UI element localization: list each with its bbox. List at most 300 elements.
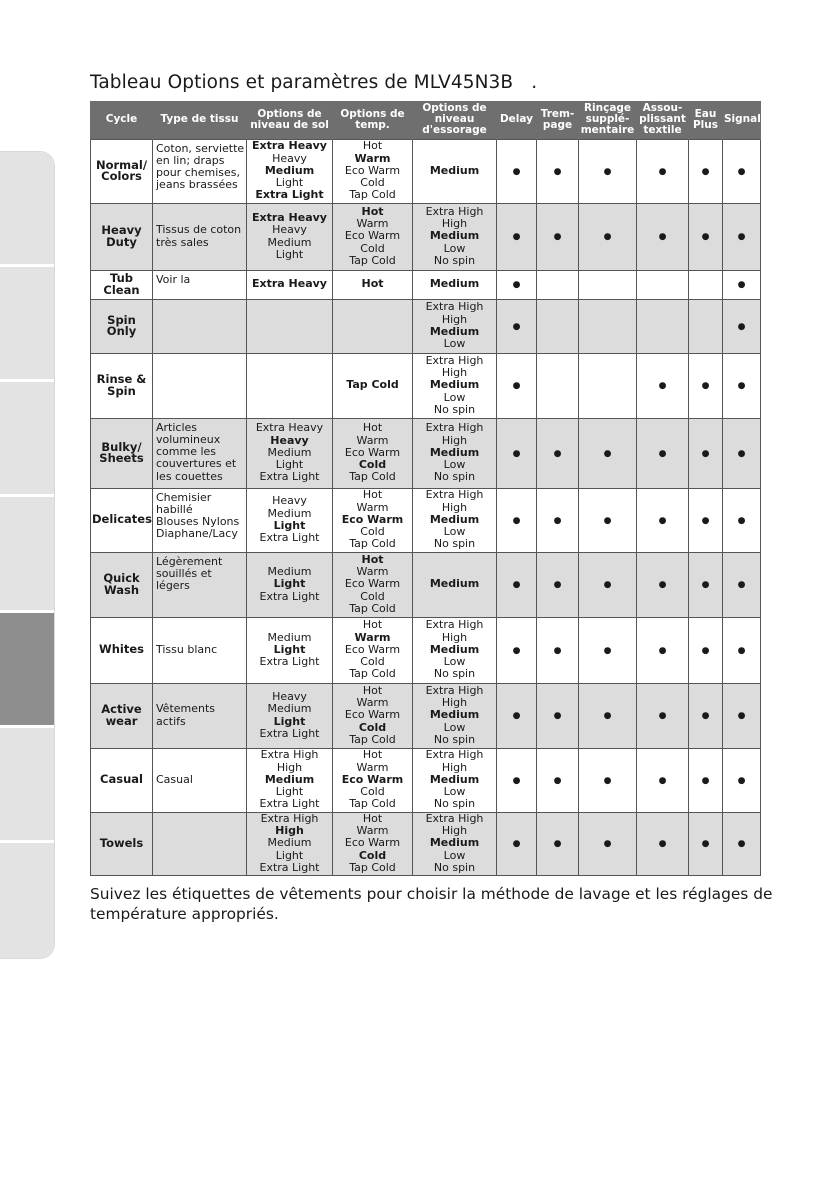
soil-option: Light: [273, 714, 306, 728]
spin-option: Extra High: [425, 488, 484, 502]
bullet-dot: ●: [603, 775, 612, 786]
bullet-dot: ●: [701, 381, 710, 392]
soak-cell: [537, 418, 579, 488]
bullet-dot: ●: [512, 515, 521, 526]
spin-option: Low: [443, 720, 466, 734]
soak-cell: [537, 299, 579, 353]
soil-option: Medium: [267, 702, 312, 716]
soil-option: Extra Light: [255, 188, 324, 202]
temp-cell: [333, 617, 413, 683]
temp-cell: [333, 353, 413, 418]
temp-option: Tap Cold: [349, 188, 396, 202]
signal-cell: [723, 353, 761, 418]
spin-option: Medium: [429, 378, 480, 392]
bullet-dot: ●: [512, 166, 521, 177]
table-row: [91, 270, 761, 299]
spin-cell: [413, 683, 497, 748]
fabric-line: très sales: [156, 235, 209, 249]
spin-option: Medium: [429, 642, 480, 656]
soil-option: Light: [273, 642, 306, 656]
temp-cell: [333, 812, 413, 875]
soil-option: Medium: [264, 772, 315, 786]
bullet-dot: ●: [737, 448, 746, 459]
spin-option: Medium: [429, 772, 480, 786]
soil-option: Extra Light: [259, 655, 320, 669]
bullet-dot: ●: [553, 166, 562, 177]
soil-option: Heavy: [272, 223, 307, 237]
temp-option: Hot: [361, 552, 384, 566]
extra-rinse-cell: [579, 270, 637, 299]
fabric-line: volumineux: [156, 432, 221, 446]
spin-option: Low: [443, 655, 466, 669]
soil-cell: [247, 552, 333, 617]
bullet-dot: ●: [658, 580, 667, 591]
temp-option: Eco Warm: [341, 772, 404, 786]
signal-cell: [723, 270, 761, 299]
bullet-dot: ●: [512, 280, 521, 291]
bullet-dot: ●: [603, 711, 612, 722]
cycle-cell: Heavy Duty: [91, 203, 153, 270]
signal-cell: [723, 488, 761, 552]
soak-cell: [537, 812, 579, 875]
signal-cell: [723, 617, 761, 683]
temp-option: Cold: [358, 720, 387, 734]
table-row: [91, 139, 761, 203]
spin-option: High: [441, 217, 468, 231]
temp-option: Cold: [360, 241, 385, 255]
table-row: [91, 488, 761, 552]
soil-option: Extra Heavy: [252, 277, 327, 291]
soil-option: Extra Light: [259, 797, 320, 811]
signal-cell: [723, 683, 761, 748]
side-tab-4[interactable]: [0, 497, 54, 612]
temp-option: Warm: [354, 151, 391, 165]
bullet-dot: ●: [658, 166, 667, 177]
bullet-dot: ●: [701, 448, 710, 459]
temp-cell: [333, 299, 413, 353]
spin-option: Extra High: [425, 421, 484, 435]
fabric-cell: [153, 488, 247, 552]
table-row: [91, 418, 761, 488]
fabric-line: Tissus de coton: [156, 223, 242, 237]
bullet-dot: ●: [737, 280, 746, 291]
table-row: [91, 353, 761, 418]
signal-cell: [723, 418, 761, 488]
temp-option: Tap Cold: [349, 253, 396, 267]
temp-option: Tap Cold: [349, 601, 396, 615]
delay-cell: [497, 552, 537, 617]
soil-option: High: [275, 824, 304, 838]
spin-option: Medium: [429, 708, 480, 722]
temp-option: Warm: [356, 565, 389, 579]
fabric-line: Chemisier: [156, 490, 212, 504]
bullet-dot: ●: [603, 232, 612, 243]
table-row: [91, 812, 761, 875]
fabric-line: Casual: [156, 772, 193, 786]
fabric-line: Coton, serviette: [156, 141, 245, 155]
softener-cell: [637, 270, 689, 299]
spin-cell: [413, 812, 497, 875]
softener-cell: [637, 683, 689, 748]
extra-rinse-cell: [579, 812, 637, 875]
fabric-cell: [153, 812, 247, 875]
spin-option: Low: [443, 241, 466, 255]
soak-cell: [537, 683, 579, 748]
temp-option: Eco Warm: [344, 229, 401, 243]
spin-cell: [413, 203, 497, 270]
extra-rinse-cell: [579, 353, 637, 418]
soil-option: Light: [275, 458, 304, 472]
fabric-line: souillés et: [156, 566, 212, 580]
soil-option: Medium: [267, 445, 312, 459]
soil-cell: [247, 270, 333, 299]
cycle-cell: Delicates: [91, 488, 153, 552]
soil-option: Light: [273, 519, 306, 532]
soak-cell: [537, 617, 579, 683]
fabric-line: actifs: [156, 714, 186, 728]
soil-option: Extra Light: [259, 860, 320, 874]
table-row: [91, 748, 761, 812]
bullet-dot: ●: [737, 381, 746, 392]
bullet-dot: ●: [603, 166, 612, 177]
soil-option: Light: [275, 176, 304, 190]
bullet-dot: ●: [512, 775, 521, 786]
spin-option: High: [441, 824, 468, 838]
bullet-dot: ●: [737, 232, 746, 243]
delay-cell: [497, 683, 537, 748]
eau-plus-cell: [689, 488, 723, 552]
softener-cell: [637, 203, 689, 270]
spin-option: Low: [443, 390, 466, 404]
fabric-line: jeans brassées: [156, 178, 238, 192]
temp-option: Hot: [362, 748, 383, 762]
extra-rinse-cell: [579, 683, 637, 748]
bullet-dot: ●: [658, 839, 667, 850]
spin-option: Medium: [429, 512, 480, 526]
bullet-dot: ●: [603, 515, 612, 526]
soil-option: Light: [273, 577, 306, 591]
bullet-dot: ●: [553, 645, 562, 656]
spin-option: Extra High: [425, 300, 484, 314]
spin-option: Low: [443, 848, 466, 862]
table-header-row: [91, 101, 761, 139]
temp-option: Warm: [356, 500, 389, 514]
spin-option: Medium: [429, 277, 480, 291]
side-tab-strip: [0, 152, 54, 958]
soil-option: Medium: [267, 630, 312, 644]
bullet-dot: ●: [737, 711, 746, 722]
spin-cell: [413, 617, 497, 683]
temp-cell: [333, 488, 413, 552]
header-delay: Delay: [497, 101, 537, 139]
spin-option: Low: [443, 785, 466, 799]
temp-option: Hot: [362, 812, 383, 825]
spin-option: High: [441, 366, 468, 380]
delay-cell: [497, 488, 537, 552]
spin-option: Extra High: [425, 748, 484, 762]
temp-option: Tap Cold: [349, 860, 396, 874]
header-eau-plus: Eau Plus: [689, 101, 723, 139]
eau-plus-cell: [689, 139, 723, 203]
temp-option: Cold: [360, 525, 385, 539]
bullet-dot: ●: [658, 775, 667, 786]
spin-cell: [413, 299, 497, 353]
spin-option: No spin: [433, 860, 476, 874]
softener-cell: [637, 617, 689, 683]
soak-cell: [537, 270, 579, 299]
bullet-dot: ●: [701, 839, 710, 850]
delay-cell: [497, 418, 537, 488]
bullet-dot: ●: [512, 711, 521, 722]
soil-option: Extra Heavy: [252, 210, 327, 224]
bullet-dot: ●: [737, 775, 746, 786]
soil-option: Extra Heavy: [255, 421, 324, 435]
bullet-dot: ●: [658, 645, 667, 656]
bullet-dot: ●: [701, 515, 710, 526]
temp-option: Hot: [362, 139, 383, 153]
bullet-dot: ●: [701, 775, 710, 786]
bullet-dot: ●: [603, 839, 612, 850]
extra-rinse-cell: [579, 488, 637, 552]
soil-cell: [247, 203, 333, 270]
cycle-cell: Bulky/ Sheets: [91, 418, 153, 488]
soil-cell: [247, 299, 333, 353]
temp-option: Cold: [360, 176, 385, 190]
eau-plus-cell: [689, 299, 723, 353]
cycle-cell: Spin Only: [91, 299, 153, 353]
eau-plus-cell: [689, 617, 723, 683]
temp-cell: [333, 270, 413, 299]
temp-option: Cold: [360, 589, 385, 603]
temp-cell: [333, 683, 413, 748]
cycle-cell: Active wear: [91, 683, 153, 748]
fabric-line: Diaphane/Lacy: [156, 527, 238, 541]
bullet-dot: ●: [701, 580, 710, 591]
soil-cell: [247, 748, 333, 812]
fabric-cell: [153, 139, 247, 203]
fabric-line: Blouses Nylons: [156, 515, 240, 529]
spin-option: Low: [443, 337, 466, 351]
temp-cell: [333, 748, 413, 812]
soil-option: Light: [275, 848, 304, 862]
header-fabric-type: Type de tissu: [153, 101, 247, 139]
softener-cell: [637, 812, 689, 875]
soil-option: Medium: [267, 836, 312, 850]
bullet-dot: ●: [603, 448, 612, 459]
spin-option: No spin: [433, 667, 476, 681]
soil-option: Heavy: [270, 433, 309, 447]
eau-plus-cell: [689, 353, 723, 418]
bullet-dot: ●: [553, 711, 562, 722]
side-tab-1[interactable]: [0, 152, 54, 267]
softener-cell: [637, 418, 689, 488]
bullet-dot: ●: [658, 381, 667, 392]
extra-rinse-cell: [579, 203, 637, 270]
soil-option: Light: [275, 785, 304, 799]
temp-cell: [333, 139, 413, 203]
soak-cell: [537, 748, 579, 812]
spin-option: No spin: [433, 253, 476, 267]
side-tab-6[interactable]: [0, 728, 54, 843]
bullet-dot: ●: [737, 645, 746, 656]
eau-plus-cell: [689, 552, 723, 617]
spin-option: High: [441, 760, 468, 774]
soil-option: Extra High: [260, 812, 319, 825]
side-tab-3[interactable]: [0, 382, 54, 497]
header-signal: Signal: [723, 101, 761, 139]
bullet-dot: ●: [553, 839, 562, 850]
spin-option: Extra High: [425, 353, 484, 367]
bullet-dot: ●: [603, 580, 612, 591]
side-tab-5[interactable]: [0, 613, 54, 728]
spin-option: Medium: [429, 229, 480, 243]
fabric-line: habillé: [156, 502, 193, 516]
eau-plus-cell: [689, 270, 723, 299]
fabric-line: en lin; draps: [156, 153, 225, 167]
fabric-cell: [153, 203, 247, 270]
spin-option: No spin: [433, 732, 476, 746]
bullet-dot: ●: [737, 515, 746, 526]
fabric-cell: [153, 353, 247, 418]
fabric-line: couvertures et: [156, 457, 237, 471]
soak-cell: [537, 552, 579, 617]
bullet-dot: ●: [512, 381, 521, 392]
spin-option: No spin: [433, 402, 476, 416]
temp-option: Warm: [356, 824, 389, 838]
eau-plus-cell: [689, 812, 723, 875]
soil-option: Extra Light: [259, 531, 320, 545]
spin-option: No spin: [433, 537, 476, 551]
side-tab-2[interactable]: [0, 267, 54, 382]
extra-rinse-cell: [579, 299, 637, 353]
bullet-dot: ●: [658, 711, 667, 722]
spin-option: Medium: [429, 445, 480, 459]
softener-cell: [637, 552, 689, 617]
bullet-dot: ●: [658, 232, 667, 243]
cycle-cell: Rinse & Spin: [91, 353, 153, 418]
bullet-dot: ●: [737, 839, 746, 850]
soil-option: Heavy: [272, 689, 307, 703]
bullet-dot: ●: [701, 711, 710, 722]
signal-cell: [723, 139, 761, 203]
table-row: [91, 299, 761, 353]
temp-cell: [333, 552, 413, 617]
fabric-line: Articles: [156, 420, 198, 434]
temp-option: Eco Warm: [344, 163, 401, 177]
bullet-dot: ●: [512, 448, 521, 459]
page-title: [90, 72, 537, 93]
temp-option: Hot: [361, 204, 384, 218]
temp-option: Tap Cold: [349, 537, 396, 551]
spin-option: Low: [443, 525, 466, 539]
signal-cell: [723, 812, 761, 875]
temp-option: Hot: [362, 683, 383, 697]
spin-cell: [413, 552, 497, 617]
fabric-line: légers: [156, 579, 190, 593]
bullet-dot: ●: [512, 580, 521, 591]
soil-option: Medium: [267, 565, 312, 579]
soil-cell: [247, 812, 333, 875]
extra-rinse-cell: [579, 552, 637, 617]
extra-rinse-cell: [579, 617, 637, 683]
table-row: [91, 203, 761, 270]
soil-option: Medium: [267, 506, 312, 520]
soil-option: Extra Heavy: [252, 139, 327, 153]
temp-option: Tap Cold: [349, 732, 396, 746]
fabric-cell: [153, 748, 247, 812]
delay-cell: [497, 353, 537, 418]
temp-option: Tap Cold: [349, 797, 396, 811]
fabric-cell: [153, 299, 247, 353]
temp-cell: [333, 203, 413, 270]
soil-cell: [247, 617, 333, 683]
soil-cell: [247, 683, 333, 748]
softener-cell: [637, 488, 689, 552]
fabric-line: comme les: [156, 445, 217, 459]
soak-cell: [537, 139, 579, 203]
fabric-line: Tissu blanc: [156, 642, 218, 656]
spin-option: High: [441, 696, 468, 710]
spin-option: Extra High: [425, 812, 484, 825]
bullet-dot: ●: [603, 645, 612, 656]
spin-option: Extra High: [425, 683, 484, 697]
soil-cell: [247, 139, 333, 203]
temp-option: Eco Warm: [341, 512, 404, 526]
header-cycle: Cycle: [91, 101, 153, 139]
temp-option: Eco Warm: [344, 836, 401, 850]
side-tab-7[interactable]: [0, 843, 54, 958]
temp-option: Tap Cold: [349, 667, 396, 681]
spin-option: High: [441, 433, 468, 447]
bullet-dot: ●: [553, 515, 562, 526]
spin-cell: [413, 270, 497, 299]
delay-cell: [497, 139, 537, 203]
spin-cell: [413, 748, 497, 812]
spin-cell: [413, 353, 497, 418]
spin-cell: [413, 418, 497, 488]
softener-cell: [637, 748, 689, 812]
spin-option: High: [441, 312, 468, 326]
table-row: [91, 683, 761, 748]
eau-plus-cell: [689, 418, 723, 488]
temp-option: Warm: [356, 760, 389, 774]
spin-cell: [413, 139, 497, 203]
temp-option: Hot: [362, 488, 383, 502]
table-row: [91, 617, 761, 683]
spin-option: Extra High: [425, 204, 484, 218]
temp-option: Warm: [356, 217, 389, 231]
fabric-line: Vêtements: [156, 702, 216, 716]
soil-option: Heavy: [272, 151, 307, 165]
softener-cell: [637, 299, 689, 353]
soil-option: Medium: [267, 235, 312, 249]
soil-option: Extra High: [260, 748, 319, 762]
delay-cell: [497, 203, 537, 270]
fabric-cell: [153, 270, 247, 299]
soak-cell: [537, 353, 579, 418]
temp-option: Hot: [362, 421, 383, 435]
bullet-dot: ●: [737, 580, 746, 591]
bullet-dot: ●: [701, 166, 710, 177]
eau-plus-cell: [689, 748, 723, 812]
cycle-cell: Tub Clean: [91, 270, 153, 299]
temp-option: Eco Warm: [344, 642, 401, 656]
temp-option: Tap Cold: [349, 470, 396, 484]
signal-cell: [723, 748, 761, 812]
cycle-cell: Casual: [91, 748, 153, 812]
header-extra-rinse: Rinçage supplé- mentaire: [579, 101, 637, 139]
cycle-cell: Whites: [91, 617, 153, 683]
